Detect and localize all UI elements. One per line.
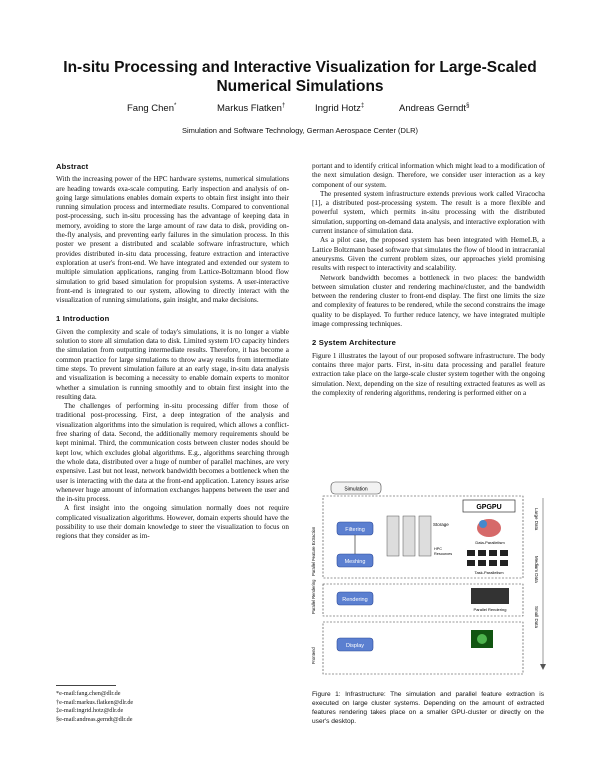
storage-cylinders (387, 516, 431, 556)
frontend-image (477, 634, 487, 644)
architecture-diagram (303, 478, 553, 678)
right-label-large: Large Data (534, 508, 539, 531)
right-column (312, 162, 545, 398)
filtering-label: Filtering (345, 527, 365, 533)
footnote: §e-mail:andreas.gerndt@dlr.de (56, 715, 133, 723)
author: Andreas Gerndt§ (399, 103, 470, 115)
display-label: Display (345, 643, 365, 649)
storage-label: Storage (433, 522, 449, 527)
author: Ingrid Hotz‡ (315, 103, 365, 115)
hpc-label: HPC (434, 547, 443, 551)
intro-paragraph: A first insight into the ongoing simulation normally does not require complicated visualization algorithms. However, domain experts should have the possibility to use their domain knowledge to steer the visualization to focus on regions that they consider as im- (56, 504, 289, 541)
body-paragraph: portant and to identify critical information which might lead to a modification of the next simulation design. Therefore, we consider user interaction as a key component of our system. (312, 162, 545, 189)
intro-paragraph: Given the complexity and scale of today's simulations, it is no longer a viable solution to store all simulation data to disk. Limited system I/O capacity hinders the simulation from outputting intermediate results. Therefore, it has become a common practice for large simulations to throw away results from intermediate time steps. To prevent simulation failure at an early stage, in-situ data analysis and visualization is becoming a necessity to enable domain experts to monitor whether a simulation is running smoothly and to obtain first insight into the resulting data. (56, 327, 289, 401)
footnote: *e-mail:fang.chen@dlr.de (56, 690, 121, 697)
resources-label: Resources (434, 552, 453, 556)
parallel-rendering-label: Parallel Rendering (473, 607, 507, 612)
gpgpu-label: GPGPU (476, 504, 502, 511)
body-paragraph: Figure 1 illustrates the layout of our proposed software infrastructure. The body contains three major parts. First, in-situ data processing and parallel feature extraction take place on the large-scale cluster system together with the ongoing simulation. Next, depending on the size of resulting extracted features as well as the complexity of rendering algorithms, rendering is performed either on a (312, 351, 545, 397)
footnote: ‡e-mail:ingrid.hotz@dlr.de (56, 707, 124, 715)
intro-paragraph: The challenges of performing in-situ processing differ from those of traditional post-processing. First, a deep integration of the analysis and visualization algorithms into the simulation is required, which allows a conflict-free sharing of data. Second, the additionally memory requirements should be kept minimal. Third, the communication costs between cluster nodes should be kept low, which excludes global algorithms. E.g., algorithms searching through the whole data, distributed over a huge of number of parallel machines, are very expensive. Last but not least, network bandwidth becomes a bottleneck when the user is interacting with the data at the front-end application. Latency issues arise whenever huge amount of information exchanges happens between the user and the in-situ process. (56, 402, 289, 504)
left-column (56, 162, 289, 542)
abstract-text: With the increasing power of the HPC hardware systems, numerical simulations are heading towards exa-scale computing. Early inspection and analysis of on-going large simulations enables domain experts to obtain first insight into their running simulation process and intermediate results. Compared to conventional post-processing, such in-situ processing has the advantage of keeping data in memory, avoiding to store the large amount of raw data to disk, providing on-the-fly analysis, and preventing early failures in the simulation process. In this poster we present a distributed and scalable software infrastructure, which provides distributed in-situ data processing, feature extraction and interactive exploration at user's front-end. We have integrated and extended our system to multiple simulation applications, ranging from Lattice-Boltzmann blood flow simulation to grid based simulation for propulsion systems. A user-interactive front-end is integrated to our system, allowing to directly interact with the visualization of running simulations, gain insight, and make decisions. (56, 175, 289, 305)
intro-heading: 1 Introduction (56, 314, 110, 324)
affiliation: Simulation and Software Technology, German Aerospace Center (DLR) (181, 126, 419, 135)
task-parallel-label: Task-Parallelism (474, 570, 504, 575)
figure-caption: Figure 1: Infrastructure: The simulation and parallel feature extraction is executed on large cluster systems. Depending on the amount of extracted features rendering takes place on a smaller GPU-cluster or directly on the user's desktop. (312, 691, 544, 725)
left-label-extraction: Parallel Feature Extraction (311, 526, 316, 576)
data-parallel-label: Data-Parallelism (475, 540, 505, 545)
left-label-frontend: Frontend (311, 647, 316, 664)
body-paragraph: The presented system infrastructure extends previous work called Viracocha [1], a distributed post-processing system. The result is a more flexible and powerful system, which permits in-situ processing with the distributed simulation, supporting on-demand data analysis, and interactive exploration with current instance of simulation data. (312, 189, 545, 236)
body-paragraph: As a pilot case, the proposed system has been integrated with HemeLB, a Lattice Boltzmann based software that simulates the flow of blood in intracranial aneurysms. Given the current problem sizes, our approaches yield promising results with respect to interactivity and scalability. (312, 236, 545, 273)
footnote: †e-mail:markus.flatken@dlr.de (56, 698, 134, 706)
author: Markus Flatken† (217, 103, 286, 115)
left-label-rendering: Parallel Rendering (311, 579, 316, 614)
figure-1 (303, 478, 553, 678)
data-parallel-image (479, 520, 487, 528)
footnote-rule (56, 685, 116, 686)
right-label-small: Small Data (534, 606, 539, 629)
right-label-medium: Medium Data (534, 556, 539, 583)
body-paragraph: Network bandwidth becomes a bottleneck in two places: the bandwidth between simulation cluster and rendering machine/cluster, and the bandwidth between the rendering cluster to front-end display. The first one limits the size and complexity of features to be rendered, while the second constrains the image quality to be displayed. To further reduce latency, we have integrated multiple image compressing techniques. (312, 273, 545, 329)
meshing-label: Meshing (344, 559, 366, 565)
parallel-rendering-image (471, 588, 509, 604)
simulation-label: Simulation (344, 486, 368, 493)
abstract-heading: Abstract (56, 162, 89, 171)
paper-title: In-situ Processing and Interactive Visualization for Large-Scaled Numerical Simulations (63, 59, 537, 95)
author-list (0, 103, 600, 117)
author: Fang Chen* (127, 103, 177, 115)
rendering-label: Rendering (342, 597, 368, 603)
footnotes (56, 690, 133, 724)
sec2-heading: 2 System Architecture (312, 338, 397, 348)
